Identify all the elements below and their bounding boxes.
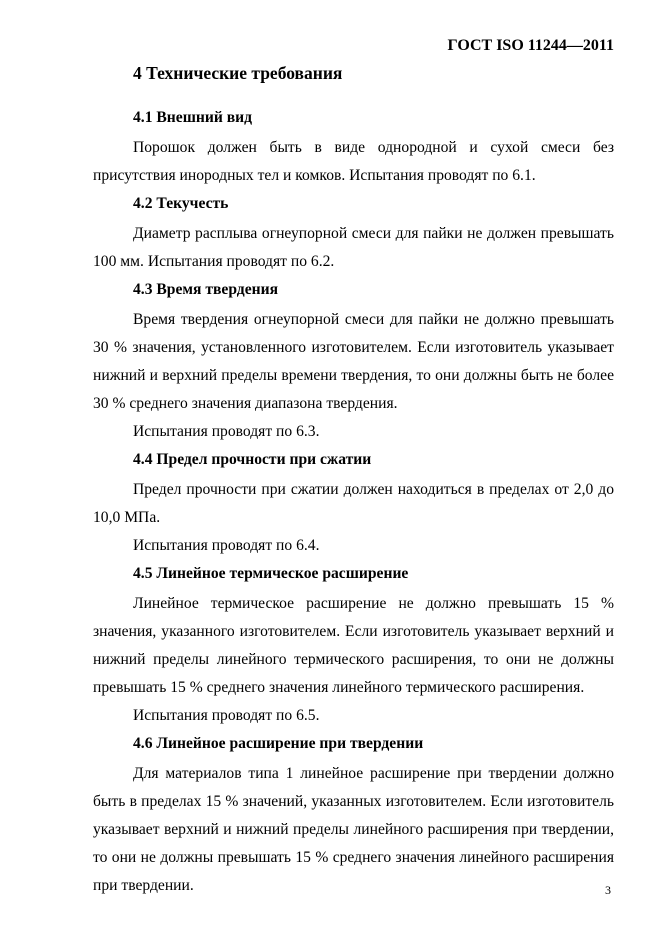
subsection-heading-4-1: 4.1 Внешний вид (133, 109, 253, 126)
subsection-heading-4-5: 4.5 Линейное термическое расширение (133, 565, 409, 582)
section-title: 4 Технические требования (133, 63, 343, 83)
paragraph-4-4-test: Испытания проводят по 6.4. (133, 537, 320, 554)
page-number: 3 (605, 883, 611, 897)
subsection-heading-4-3: 4.3 Время твердения (133, 281, 279, 298)
paragraph-4-5-test: Испытания проводят по 6.5. (133, 707, 320, 724)
paragraph-4-2: Диаметр расплыва огнеупорной смеси для пайки не должен превышать 100 мм. Испытания проводят по 6.2. (93, 225, 614, 270)
paragraph-4-6: Для материалов типа 1 линейное расширение при твердении должно быть в пределах 15 % значений, указанных изготовителем. Если изготовитель указывает верхний и нижний пределы линейного расширения при твердении, то они не должны превышать 15 % среднего значения линейного расширения при твердении. (93, 765, 614, 894)
document-body (93, 104, 614, 900)
paragraph-4-3-test: Испытания проводят по 6.3. (133, 423, 320, 440)
paragraph-4-1: Порошок должен быть в виде однородной и сухой смеси без присутствия инородных тел и комков. Испытания проводят по 6.1. (93, 139, 614, 184)
subsection-heading-4-2: 4.2 Текучесть (133, 195, 229, 212)
subsection-heading-4-4: 4.4 Предел прочности при сжатии (133, 451, 372, 468)
paragraph-4-3-main: Время твердения огнеупорной смеси для пайки не должно превышать 30 % значения, установленного изготовителем. Если изготовитель указывает нижний и верхний пределы времени твердения, то они должны быть не более 30 % среднего значения диапазона твердения. (93, 311, 614, 412)
paragraph-4-4-main: Предел прочности при сжатии должен находиться в пределах от 2,0 до 10,0 МПа. (93, 481, 614, 526)
subsection-heading-4-6: 4.6 Линейное расширение при твердении (133, 735, 424, 752)
paragraph-4-5-main: Линейное термическое расширение не должно превышать 15 % значения, указанного изготовителем. Если изготовитель указывает верхний и нижний пределы линейного термического расширения, то они не должны превышать 15 % среднего значения линейного термического расширения. (93, 595, 614, 696)
document-code: ГОСТ ISO 11244—2011 (447, 37, 614, 54)
